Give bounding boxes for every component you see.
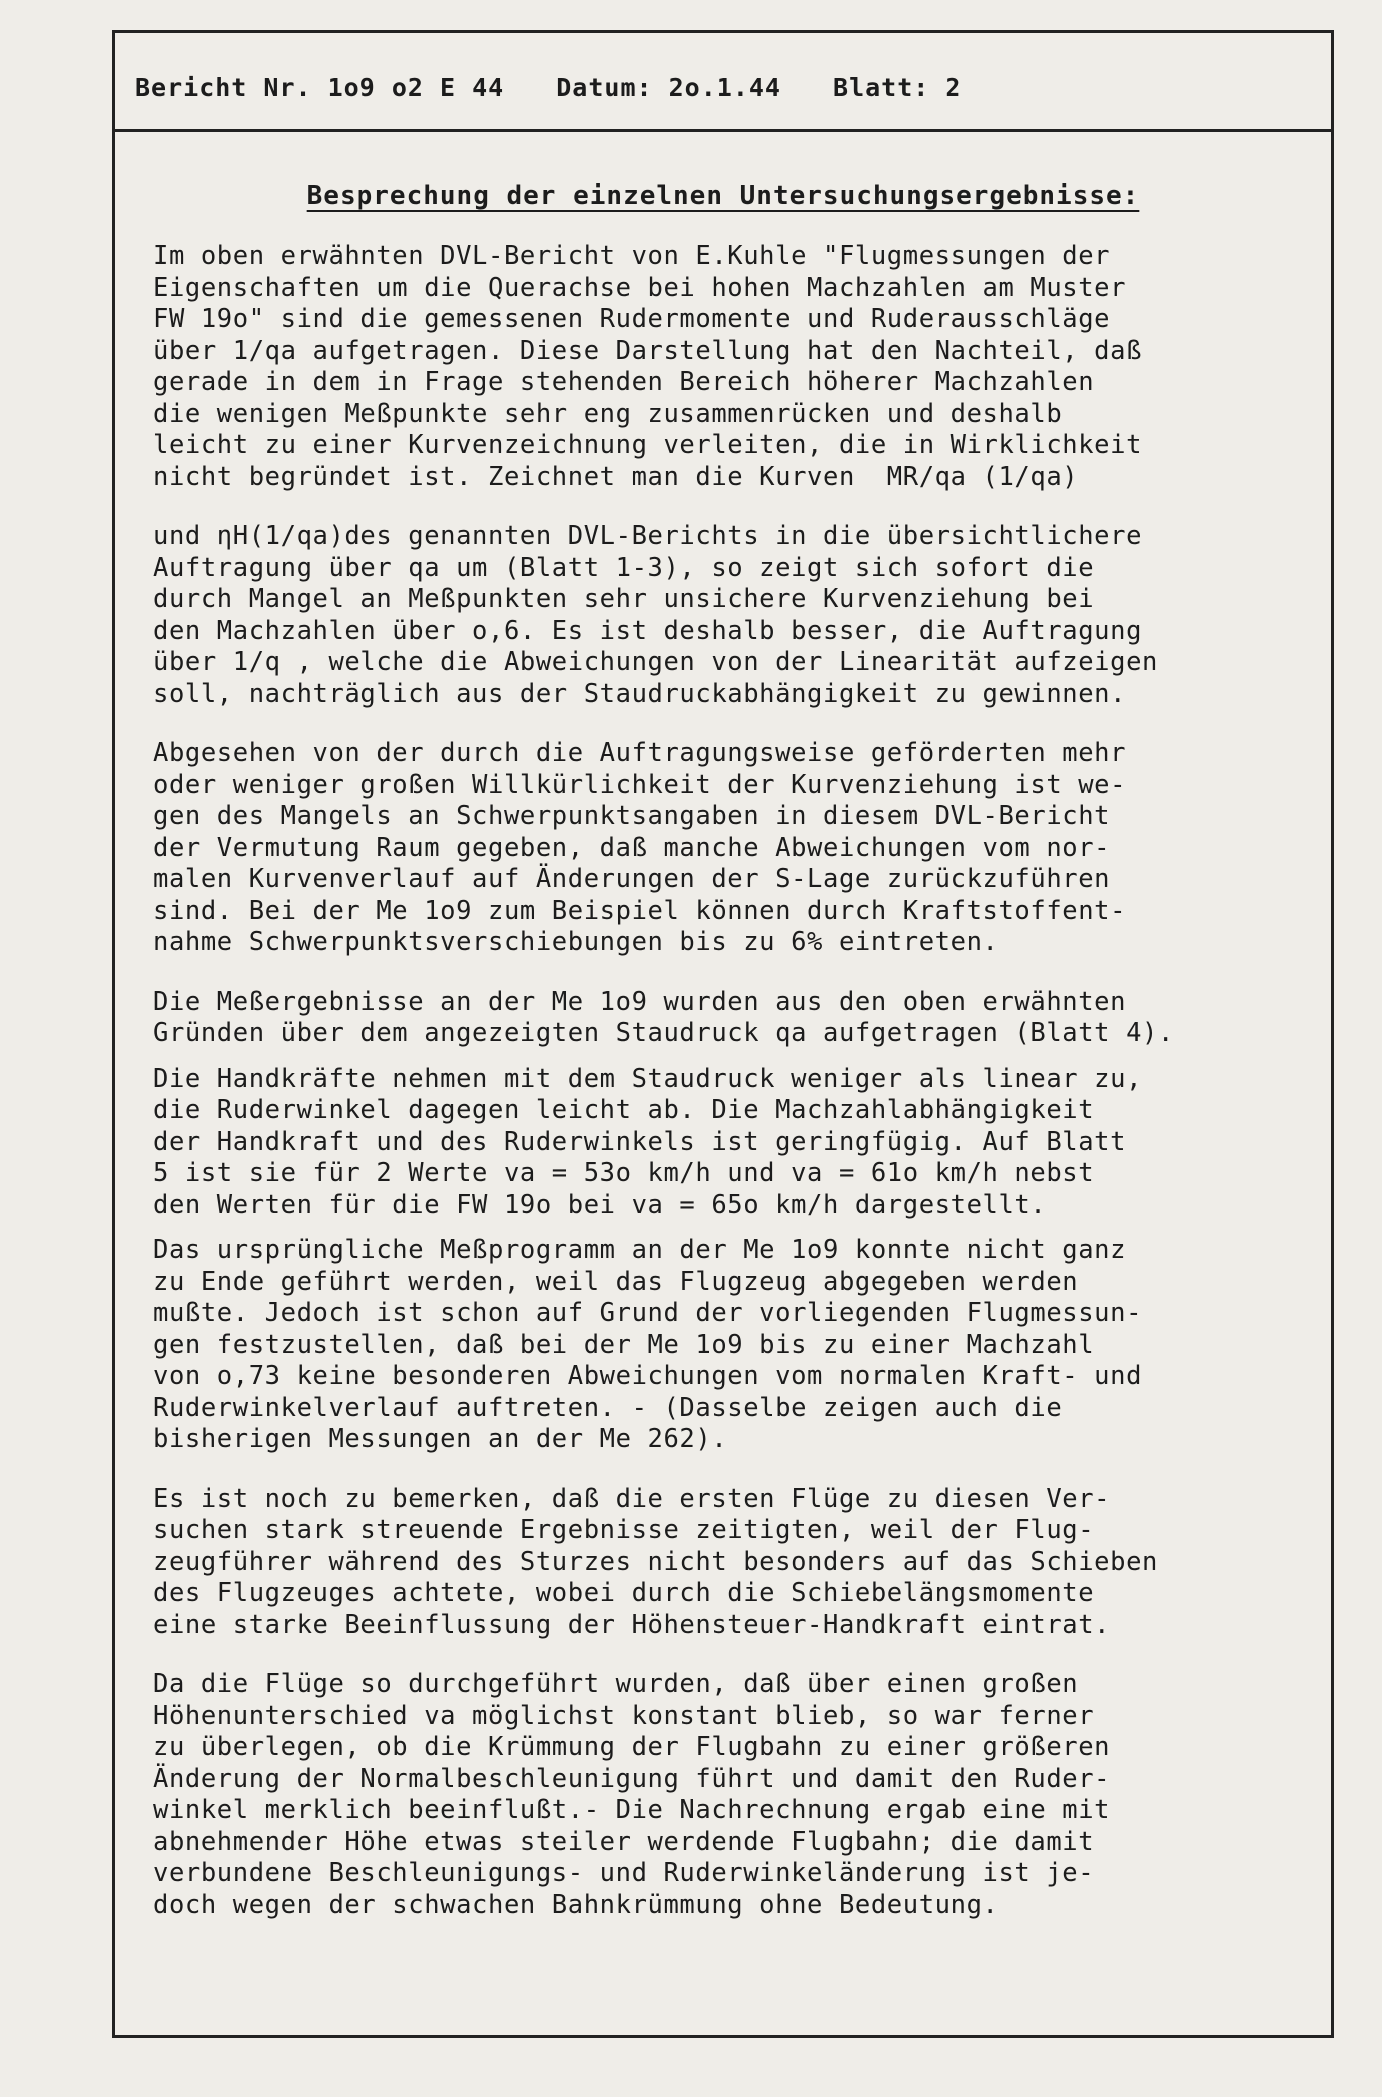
header-divider [115, 129, 1331, 132]
paragraph-6: Das ursprüngliche Meßprogramm an der Me 1o9 konnte nicht ganz zu Ende geführt werden, weil das Flugzeug abgegeben werden mußte. Jedoch ist schon auf Grund der vorliegenden Flugmessun- gen festzustellen, daß bei der Me 1o9 bis zu einer Machzahl von o,73 keine besonderen Abweichungen vom normalen Kraft- und Ruderwinkelverlauf auftreten. - (Dasselbe zeigen auch die bisherigen Messungen an der Me 262). [153, 1235, 1143, 1454]
sheet-number: Blatt: 2 [833, 73, 962, 102]
paragraph-2: und ηH(1/qa)des genannten DVL-Berichts in die übersichtlichere Auftragung über qa um (Blatt 1-3), so zeigt sich sofort die durch Mangel an Meßpunkten sehr unsichere Kurvenziehung bei den Machzahlen über o,6. Es ist deshalb besser, die Auftragung über 1/q , welche die Abweichungen von der Linearität aufzeigen soll, nachträglich aus der Staudruckabhängigkeit zu gewinnen. [153, 521, 1158, 709]
document-body [153, 241, 1308, 1949]
paragraph-5: Die Handkräfte nehmen mit dem Staudruck weniger als linear zu, die Ruderwinkel dagegen leicht ab. Die Machzahlabhängigkeit der Handkraft und des Ruderwinkels ist geringfügig. Auf Blatt 5 ist sie für 2 Werte va = 53o km/h und va = 61o km/h nebst den Werten für die FW 19o bei va = 65o km/h dargestellt. [153, 1063, 1143, 1220]
paragraph-7: Es ist noch zu bemerken, daß die ersten Flüge zu diesen Ver- suchen stark streuende Ergebnisse zeitigten, weil der Flug- zeugführer während des Sturzes nicht besonders auf das Schieben des Flugzeuges achtete, wobei durch die Schiebelängsmomente eine starke Beeinflussung der Höhensteuer-Handkraft eintrat. [153, 1483, 1158, 1640]
paragraph-1: Im oben erwähnten DVL-Bericht von E.Kuhle "Flugmessungen der Eigenschaften um die Querachse bei hohen Machzahlen am Muster FW 19o" sind die gemessenen Rudermomente und Ruderausschläge über 1/qa aufgetragen. Diese Darstellung hat den Nachteil, daß gerade in dem in Frage stehenden Bereich höherer Machzahlen die wenigen Meßpunkte sehr eng zusammenrücken und deshalb leicht zu einer Kurvenzeichnung verleiten, die in Wirklichkeit nicht begründet ist. Zeichnet man die Kurven MR/qa (1/qa) [153, 241, 1143, 492]
paragraph-3: Abgesehen von der durch die Auftragungsweise geförderten mehr oder weniger großen Willkürlichkeit der Kurvenziehung ist we- gen des Mangels an Schwerpunktsangaben in diesem DVL-Bericht der Vermutung Raum gegeben, daß manche Abweichungen vom nor- malen Kurvenverlauf auf Änderungen der S-Lage zurückzuführen sind. Bei der Me 1o9 zum Beispiel können durch Kraftstoffent- nahme Schwerpunktsverschiebungen bis zu 6% eintreten. [153, 738, 1127, 957]
paragraph-8: Da die Flüge so durchgeführt wurden, daß über einen großen Höhenunterschied va möglichst konstant blieb, so war ferner zu überlegen, ob die Krümmung der Flugbahn zu einer größeren Änderung der Normalbeschleunigung führt und damit den Ruder- winkel merklich beeinflußt.- Die Nachrechnung ergab eine mit abnehmender Höhe etwas steiler werdende Flugbahn; die damit verbundene Beschleunigungs- und Ruderwinkeländerung ist je- doch wegen der schwachen Bahnkrümmung ohne Bedeutung. [153, 1669, 1111, 1920]
report-date: Datum: 2o.1.44 [556, 73, 781, 102]
section-title [115, 181, 1331, 211]
report-header [135, 73, 1311, 102]
page-frame [112, 30, 1334, 2038]
paragraph-4: Die Meßergebnisse an der Me 1o9 wurden aus den oben erwähnten Gründen über dem angezeigten Staudruck qa aufgetragen (Blatt 4). [153, 986, 1174, 1048]
report-number: Bericht Nr. 1o9 o2 E 44 [135, 73, 505, 102]
section-title-text: Besprechung der einzelnen Untersuchungsergebnisse: [306, 181, 1140, 211]
